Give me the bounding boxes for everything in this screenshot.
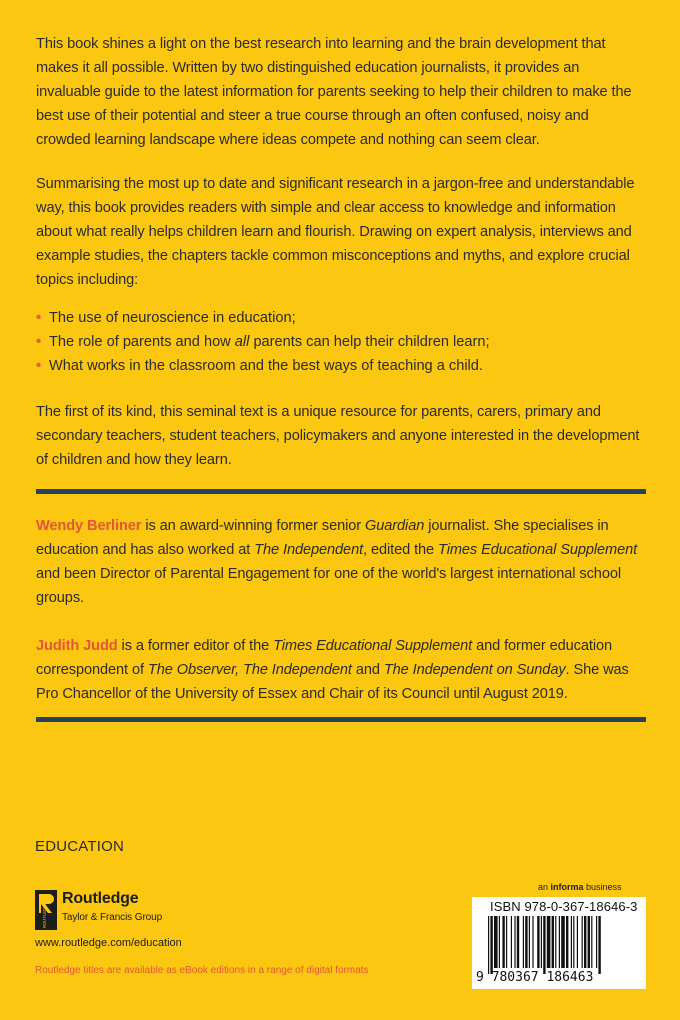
isbn-text: ISBN 978-0-367-18646-3 bbox=[490, 899, 638, 914]
publisher-url: www.routledge.com/education bbox=[35, 937, 182, 949]
description-paragraph-2: Summarising the most up to date and significant research in a jargon-free and understandable way, this book provides readers with simple and clear access to knowledge and information about what really helps children learn and flourish. Drawing on expert analysis, interviews and example studies, the chapters tackle common misconceptions and myths, and explore crucial topics including: bbox=[36, 176, 635, 288]
list-item: • The use of neuroscience in education; bbox=[36, 306, 490, 330]
informa-business-label: an informa business bbox=[538, 882, 622, 892]
list-item: • What works in the classroom and the best ways of teaching a child. bbox=[36, 354, 490, 378]
bullet-icon: • bbox=[36, 310, 42, 326]
divider bbox=[36, 717, 646, 722]
list-item: • The role of parents and how all parents can help their children learn; bbox=[36, 330, 490, 354]
publisher-group: Taylor & Francis Group bbox=[62, 912, 163, 923]
bullet-icon: • bbox=[36, 334, 42, 350]
barcode-panel bbox=[472, 897, 646, 989]
barcode-digits: 9 780367 186463 bbox=[476, 970, 594, 985]
divider bbox=[36, 489, 646, 494]
subject-category: EDUCATION bbox=[35, 838, 125, 855]
logo-vertical-text: ROUTLEDGE bbox=[42, 901, 47, 928]
ebook-note: Routledge titles are available as eBook editions in a range of digital formats bbox=[35, 965, 369, 976]
author-name: Judith Judd bbox=[36, 638, 118, 654]
routledge-logo-icon bbox=[35, 890, 57, 930]
author-bio-judith: Judith Judd is a former editor of the Times Educational Supplement and former education correspondent of The Observer, The Independent and The Independent on Sunday. She was Pro Chancellor of the University of Essex and Chair of its Council until August 2019. bbox=[36, 638, 629, 702]
description-paragraph-3: The first of its kind, this seminal text is a unique resource for parents, carers, primary and secondary teachers, student teachers, policymakers and anyone interested in the development of children and how they learn. bbox=[36, 404, 640, 468]
author-name: Wendy Berliner bbox=[36, 518, 142, 534]
publisher-name: Routledge bbox=[62, 890, 139, 907]
description-paragraph-1: This book shines a light on the best research into learning and the brain development that makes it all possible. Written by two distinguished education journalists, it provides an invaluable guide to the latest information for parents seeking to help their children to make the best use of their potential and steer a true course through an often confused, noisy and crowded learning landscape where ideas compete and nothing can seem clear. bbox=[36, 36, 632, 148]
topics-list bbox=[36, 306, 490, 378]
author-bio-wendy: Wendy Berliner is an award-winning former senior Guardian journalist. She specialises in education and has also worked at The Independent, edited the Times Educational Supplement and been Director of Parental Engagement for one of the world's largest international school groups. bbox=[36, 518, 638, 606]
publisher-logo bbox=[35, 890, 235, 936]
bullet-icon: • bbox=[36, 358, 42, 374]
barcode-icon bbox=[478, 916, 642, 974]
